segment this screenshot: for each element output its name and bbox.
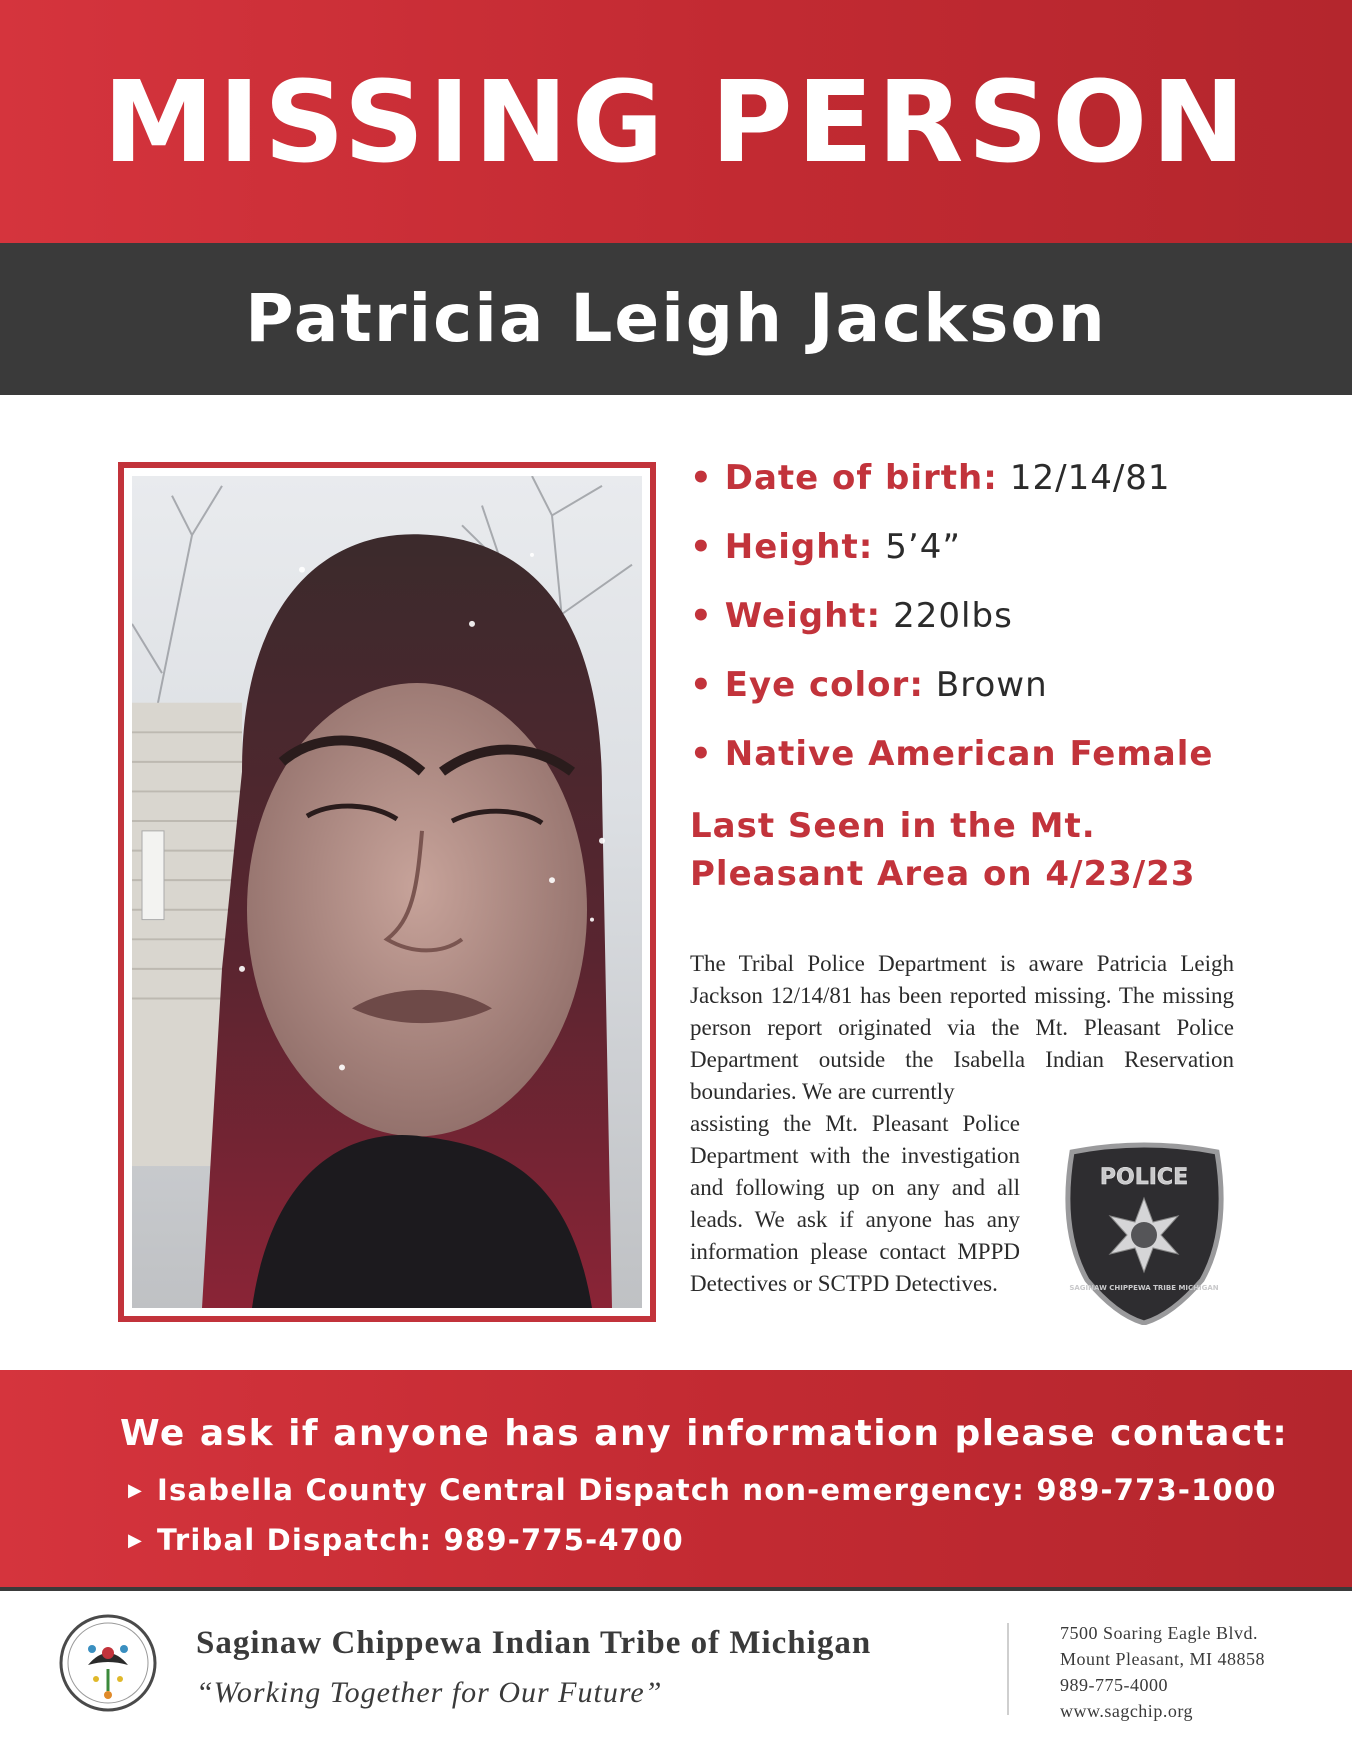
address-website: www.sagchip.org	[1060, 1701, 1193, 1721]
page-title: MISSING PERSON	[102, 57, 1250, 188]
last-seen-line: Pleasant Area on 4/23/23	[690, 854, 1196, 894]
person-name: Patricia Leigh Jackson	[245, 280, 1107, 357]
fact-label: Native American Female	[724, 734, 1214, 774]
portrait-image	[132, 476, 642, 1308]
fact-label: Eye color:	[724, 665, 924, 705]
statement-paragraph-continued: assisting the Mt. Pleasant Police Department with the investigation and following up on any and all leads. We ask if anyone has any information please contact MPPD Detectives or SCTPD Detectives.	[690, 1111, 1020, 1296]
fact-label: Height:	[724, 527, 874, 567]
fact-label: Weight:	[724, 596, 882, 636]
bullet-icon: •	[690, 665, 713, 705]
contact-line-tribal-dispatch	[128, 1523, 684, 1557]
fact-date-of-birth	[690, 458, 1250, 527]
person-photo	[132, 476, 642, 1308]
person-details	[690, 458, 1250, 803]
address-block	[1060, 1620, 1265, 1724]
arrow-right-icon: ▶	[128, 1479, 144, 1501]
bullet-icon: •	[690, 458, 713, 498]
footer-vertical-divider	[1007, 1623, 1009, 1715]
contact-line-text: Isabella County Central Dispatch non-emergency: 989-773-1000	[157, 1473, 1277, 1507]
last-seen-notice	[690, 802, 1250, 898]
fact-value: 220lbs	[893, 596, 1013, 636]
tribe-name: Saginaw Chippewa Indian Tribe of Michigan	[196, 1625, 872, 1661]
bullet-icon: •	[690, 527, 713, 567]
arrow-right-icon: ▶	[128, 1529, 144, 1551]
address-street: 7500 Soaring Eagle Blvd.	[1060, 1623, 1258, 1643]
bullet-icon: •	[690, 596, 713, 636]
fact-weight	[690, 596, 1250, 665]
photo-frame	[118, 462, 656, 1322]
statement-paragraph: The Tribal Police Department is aware Patricia Leigh Jackson 12/14/81 has been reported missing. The missing person report originated via the Mt. Pleasant Police Department outside the Isabella Indian Reservation boundaries. We are currently	[690, 951, 1234, 1104]
fact-height	[690, 527, 1250, 596]
tribe-seal-icon	[58, 1613, 158, 1713]
police-badge-icon	[1052, 1140, 1237, 1325]
fact-value: Brown	[935, 665, 1048, 705]
badge-top-text: POLICE	[1099, 1165, 1189, 1190]
fact-description	[690, 734, 1250, 803]
title-banner	[0, 0, 1352, 243]
fact-value: 12/14/81	[1009, 458, 1171, 498]
fact-value: 5’4”	[885, 527, 961, 567]
fact-label: Date of birth:	[724, 458, 998, 498]
address-phone: 989-775-4000	[1060, 1675, 1168, 1695]
tribe-motto: “Working Together for Our Future”	[196, 1676, 663, 1709]
badge-bottom-text: SAGINAW CHIPPEWA TRIBE MICHIGAN	[1069, 1284, 1219, 1292]
contact-line-text: Tribal Dispatch: 989-775-4700	[157, 1523, 684, 1557]
bullet-icon: •	[690, 734, 713, 774]
footer-divider-line	[0, 1587, 1352, 1591]
address-city: Mount Pleasant, MI 48858	[1060, 1649, 1265, 1669]
contact-line-county-dispatch	[128, 1473, 1277, 1507]
name-banner	[0, 243, 1352, 395]
contact-heading: We ask if anyone has any information please contact:	[120, 1413, 1289, 1454]
fact-eye-color	[690, 665, 1250, 734]
last-seen-line: Last Seen in the Mt.	[690, 806, 1096, 846]
